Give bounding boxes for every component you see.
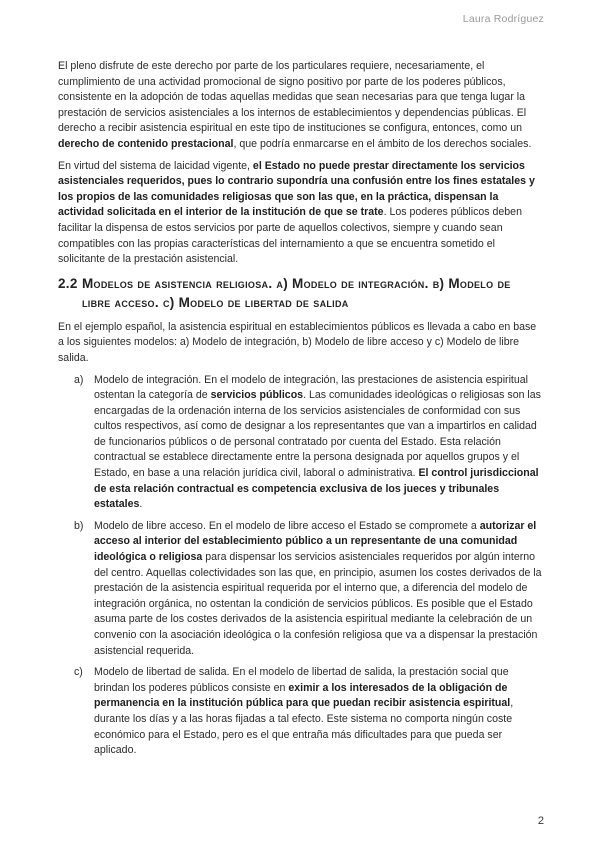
paragraph-1 [58,59,544,153]
section-title-line2: libre acceso. c) Modelo de libertad de salida [82,294,349,310]
section-heading [58,274,544,312]
document-body [58,59,544,765]
header-author: Laura Rodríguez [462,13,544,25]
paragraph-1-end: , que podría enmarcarse en el ámbito de los derechos sociales. [233,137,532,150]
list-text: . Las comunidades ideológicas o religiosas son las encargadas de la ordenación interna de los servicios asistenciales de conformidad con sus cultos respectivos, así como de designar a los representantes que van a impartirlos en calidad de funcionarios públicos o de personal contratado por cuenta del Estado. Esta relación contractual se establece directamente entre la persona designada por aquellos grupos y el Estado, en base a una relación jurídica civil, laboral o administrativa. [94,389,541,480]
page-number: 2 [537,815,544,828]
paragraph-2-end: . Los poderes públicos deben facilitar la dispensa de estos servicios por parte de aquellos colectivos, siempre y cuando sean compatibles con las propias características del internamiento a que se encuentra sometido el solicitante de la prestación asistencial. [58,206,522,266]
list-item-a [58,373,544,513]
list-text: Modelo de integración. En el modelo de integración, las prestaciones de asistencia espiritual ostentan la categoría de [94,373,529,402]
section-number: 2.2 [58,275,78,291]
paragraph-2-text: En virtud del sistema de laicidad vigente, [58,159,253,172]
section-intro: En el ejemplo español, la asistencia espiritual en establecimientos públicos es llevada a cabo en base a los siguientes modelos: a) Modelo de integración, b) Modelo de libre acceso y c) Modelo de libre salida. [58,320,537,364]
list-text: Modelo de libertad de salida. En el modelo de libertad de salida, la prestación social que brindan los poderes públicos consiste en [94,666,509,694]
list-bold: El control jurisdiccional de esta relación contractual es competencia exclusiva de los jueces y tribunales estatales [94,467,539,511]
paragraph-2-bold: el Estado no puede prestar directamente los servicios asistenciales requeridos, pues lo contrario supondría una confusión entre los fines estatales y los propios de las comunidades religiosas que son las que, en la práctica, dispensan la actividad solicitada en el interior de la institución de que se trate [58,159,535,219]
list-bold: servicios públicos [210,389,304,402]
section-title-line1: Modelos de asistencia religiosa. a) Modelo de integración. b) Modelo de [82,275,511,291]
paragraph-1-text: El pleno disfrute de este derecho por parte de los particulares requiere, necesariamente, el cumplimiento de una actividad promocional de signo positivo por parte de los poderes públicos, consistente en la adopción de todas aquellas medidas que sean necesarias para que tenga lugar la prestación de servicios asistenciales a los internos de establecimientos y dependencias públicas. El derecho a recibir asistencia espiritual en este tipo de instituciones se configura, entonces, como un [58,60,527,135]
list-text: . [139,498,143,511]
list-bold: eximir a los interesados de la obligación de permanencia en la institución pública para que puedan recibir asistencia espiritual [94,681,511,710]
paragraph-1-bold: derecho de contenido prestacional [58,137,234,150]
list-marker: b) [74,519,84,532]
list-item-b [58,519,544,659]
list-item-c [58,665,544,759]
list-marker: c) [74,666,83,679]
list-text: Modelo de libre acceso. En el modelo de libre acceso el Estado se compromete a [94,519,480,532]
list-bold: autorizar el acceso al interior del establecimiento público a un representante de una comunidad ideológica o religiosa [94,519,537,564]
list-text: , durante los días y a las horas fijadas a tal efecto. Este sistema no comporta ningún coste económico para el Estado, pero es el que entraña más dificultades para que pueda ser aplicado. [94,697,514,757]
models-list [58,373,544,759]
list-text: para dispensar los servicios asistenciales requeridos por algún interno del centro. Aquellas colectividades son las que, en principio, asumen los costes derivados de la prestación de la asistencia espiritual requerida por el interno que, a diferencia del modelo de integración orgánica, no ostentan la condición de servicios públicos. Es posible que el Estado asuma parte de los costes derivados de la asistencia espiritual mediante la celebración de un convenio con la asociación ideológica o la confesión religiosa que va a dispensar la prestación asistencial requerida. [94,551,542,657]
list-marker: a) [74,373,84,386]
paragraph-2 [58,159,544,268]
